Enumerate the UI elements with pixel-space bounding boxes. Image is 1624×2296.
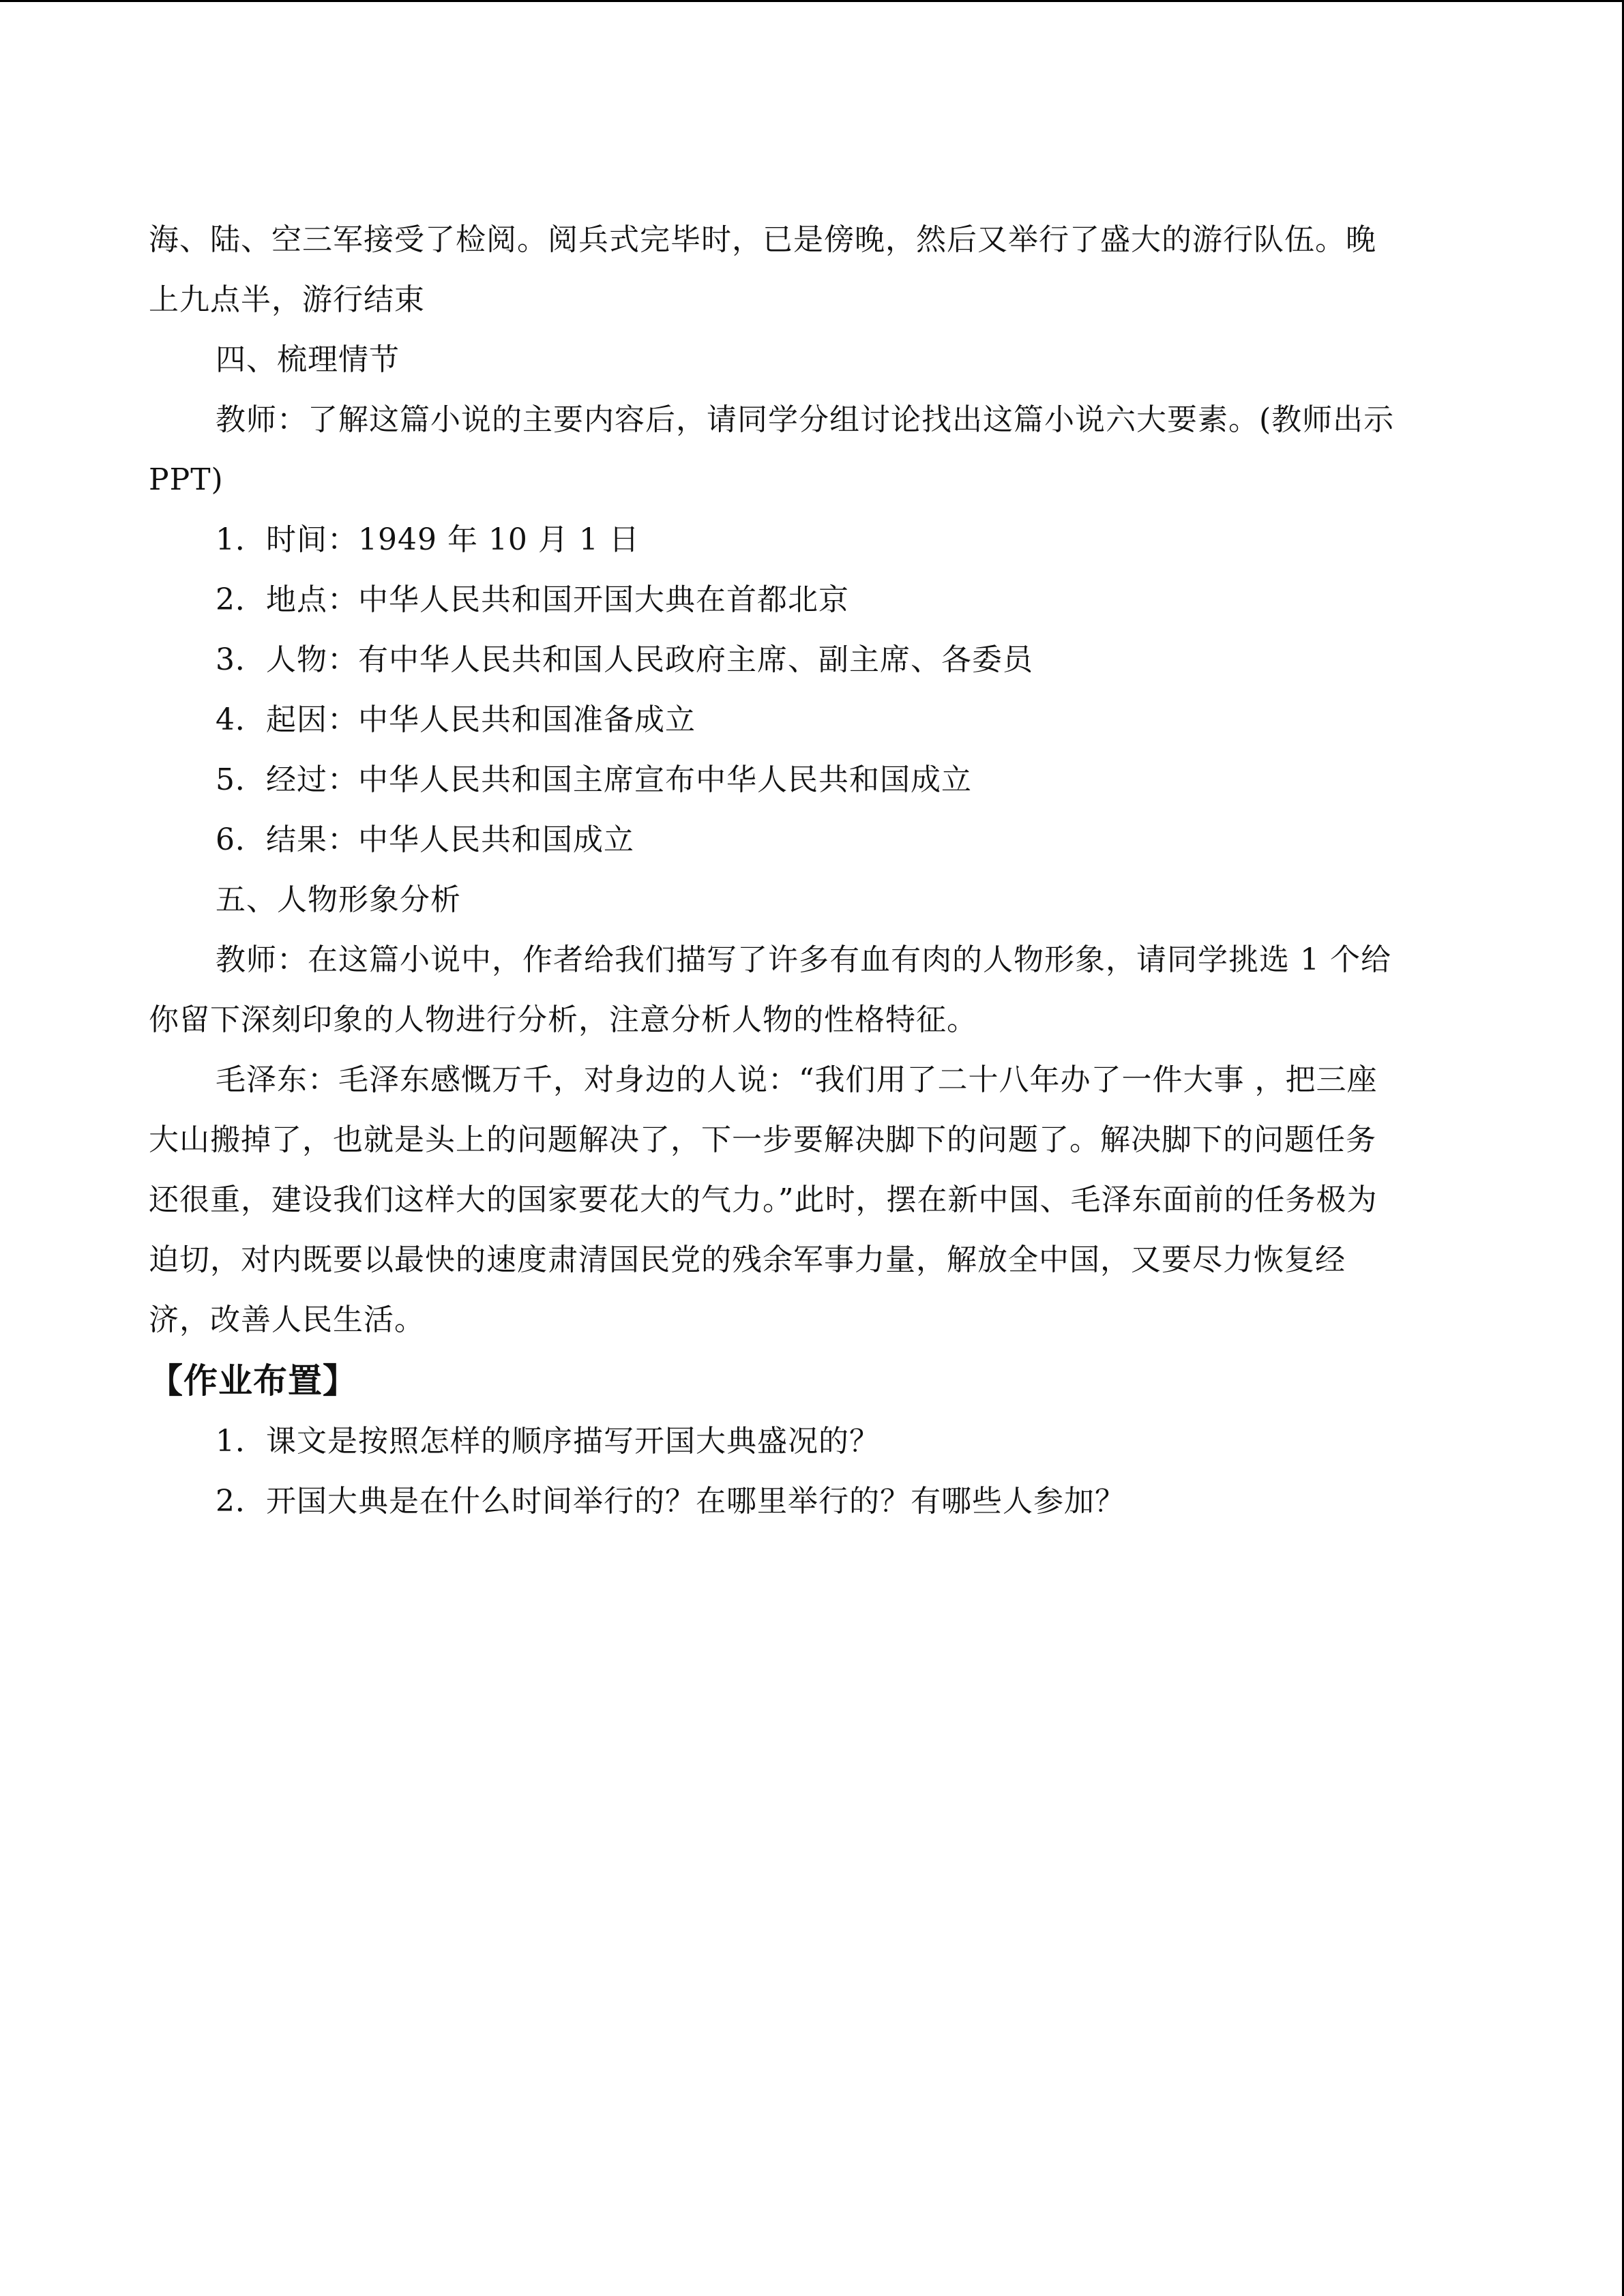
paragraph-line: 大山搬掉了，也就是头上的问题解决了，下一步要解决脚下的问题了。解决脚下的问题任务	[149, 1122, 1376, 1157]
homework-item: 1．课文是按照怎样的顺序描写开国大典盛况的？	[216, 1424, 880, 1459]
paragraph-line: 迫切，对内既要以最快的速度肃清国民党的残余军事力量，解放全中国，又要尽力恢复经	[149, 1242, 1346, 1277]
paragraph-line: 还很重，建设我们这样大的国家要花大的气力。”此时，摆在新中国、毛泽东面前的任务极为	[149, 1182, 1378, 1217]
element-item-process: 5．经过：中华人民共和国主席宣布中华人民共和国成立	[216, 762, 972, 797]
element-item-place: 2．地点：中华人民共和国开国大典在首都北京	[216, 582, 849, 617]
paragraph-line: 济，改善人民生活。	[149, 1302, 425, 1337]
element-item-characters: 3．人物：有中华人民共和国人民政府主席、副主席、各委员	[216, 642, 1033, 677]
paragraph-line: 海、陆、空三军接受了检阅。阅兵式完毕时，已是傍晚，然后又举行了盛大的游行队伍。晚	[149, 222, 1376, 257]
paragraph-teacher-instruction-1	[149, 390, 1480, 510]
paragraph-line: 教师：了解这篇小说的主要内容后，请同学分组讨论找出这篇小说六大要素。(教师出示	[216, 402, 1395, 437]
paragraph-line: 教师：在这篇小说中，作者给我们描写了许多有血有肉的人物形象，请同学挑选 1 个给	[216, 942, 1391, 977]
element-item-time: 1．时间：1949 年 10 月 1 日	[216, 522, 640, 557]
paragraph-mao-zedong	[149, 1050, 1480, 1350]
heading-character-analysis: 五、人物形象分析	[216, 882, 461, 917]
paragraph-line: 你留下深刻印象的人物进行分析，注意分析人物的性格特征。	[149, 1002, 977, 1037]
element-item-cause: 4．起因：中华人民共和国准备成立	[216, 702, 696, 737]
homework-item: 2．开国大典是在什么时间举行的？在哪里举行的？有哪些人参加？	[216, 1484, 1125, 1519]
homework-heading: 【作业布置】	[149, 1361, 357, 1401]
paragraph-line: 上九点半，游行结束	[149, 282, 425, 317]
document-body	[149, 210, 1480, 1532]
paragraph-line: PPT)	[149, 462, 224, 497]
paragraph-line: 毛泽东：毛泽东感慨万千，对身边的人说：“我们用了二十八年办了一件大事 ，把三座	[216, 1062, 1378, 1097]
page-top-border	[0, 0, 1624, 2]
element-item-result: 6．结果：中华人民共和国成立	[216, 822, 634, 857]
paragraph-parade	[149, 210, 1480, 330]
heading-plot: 四、梳理情节	[216, 342, 400, 377]
paragraph-teacher-instruction-2	[149, 930, 1480, 1050]
